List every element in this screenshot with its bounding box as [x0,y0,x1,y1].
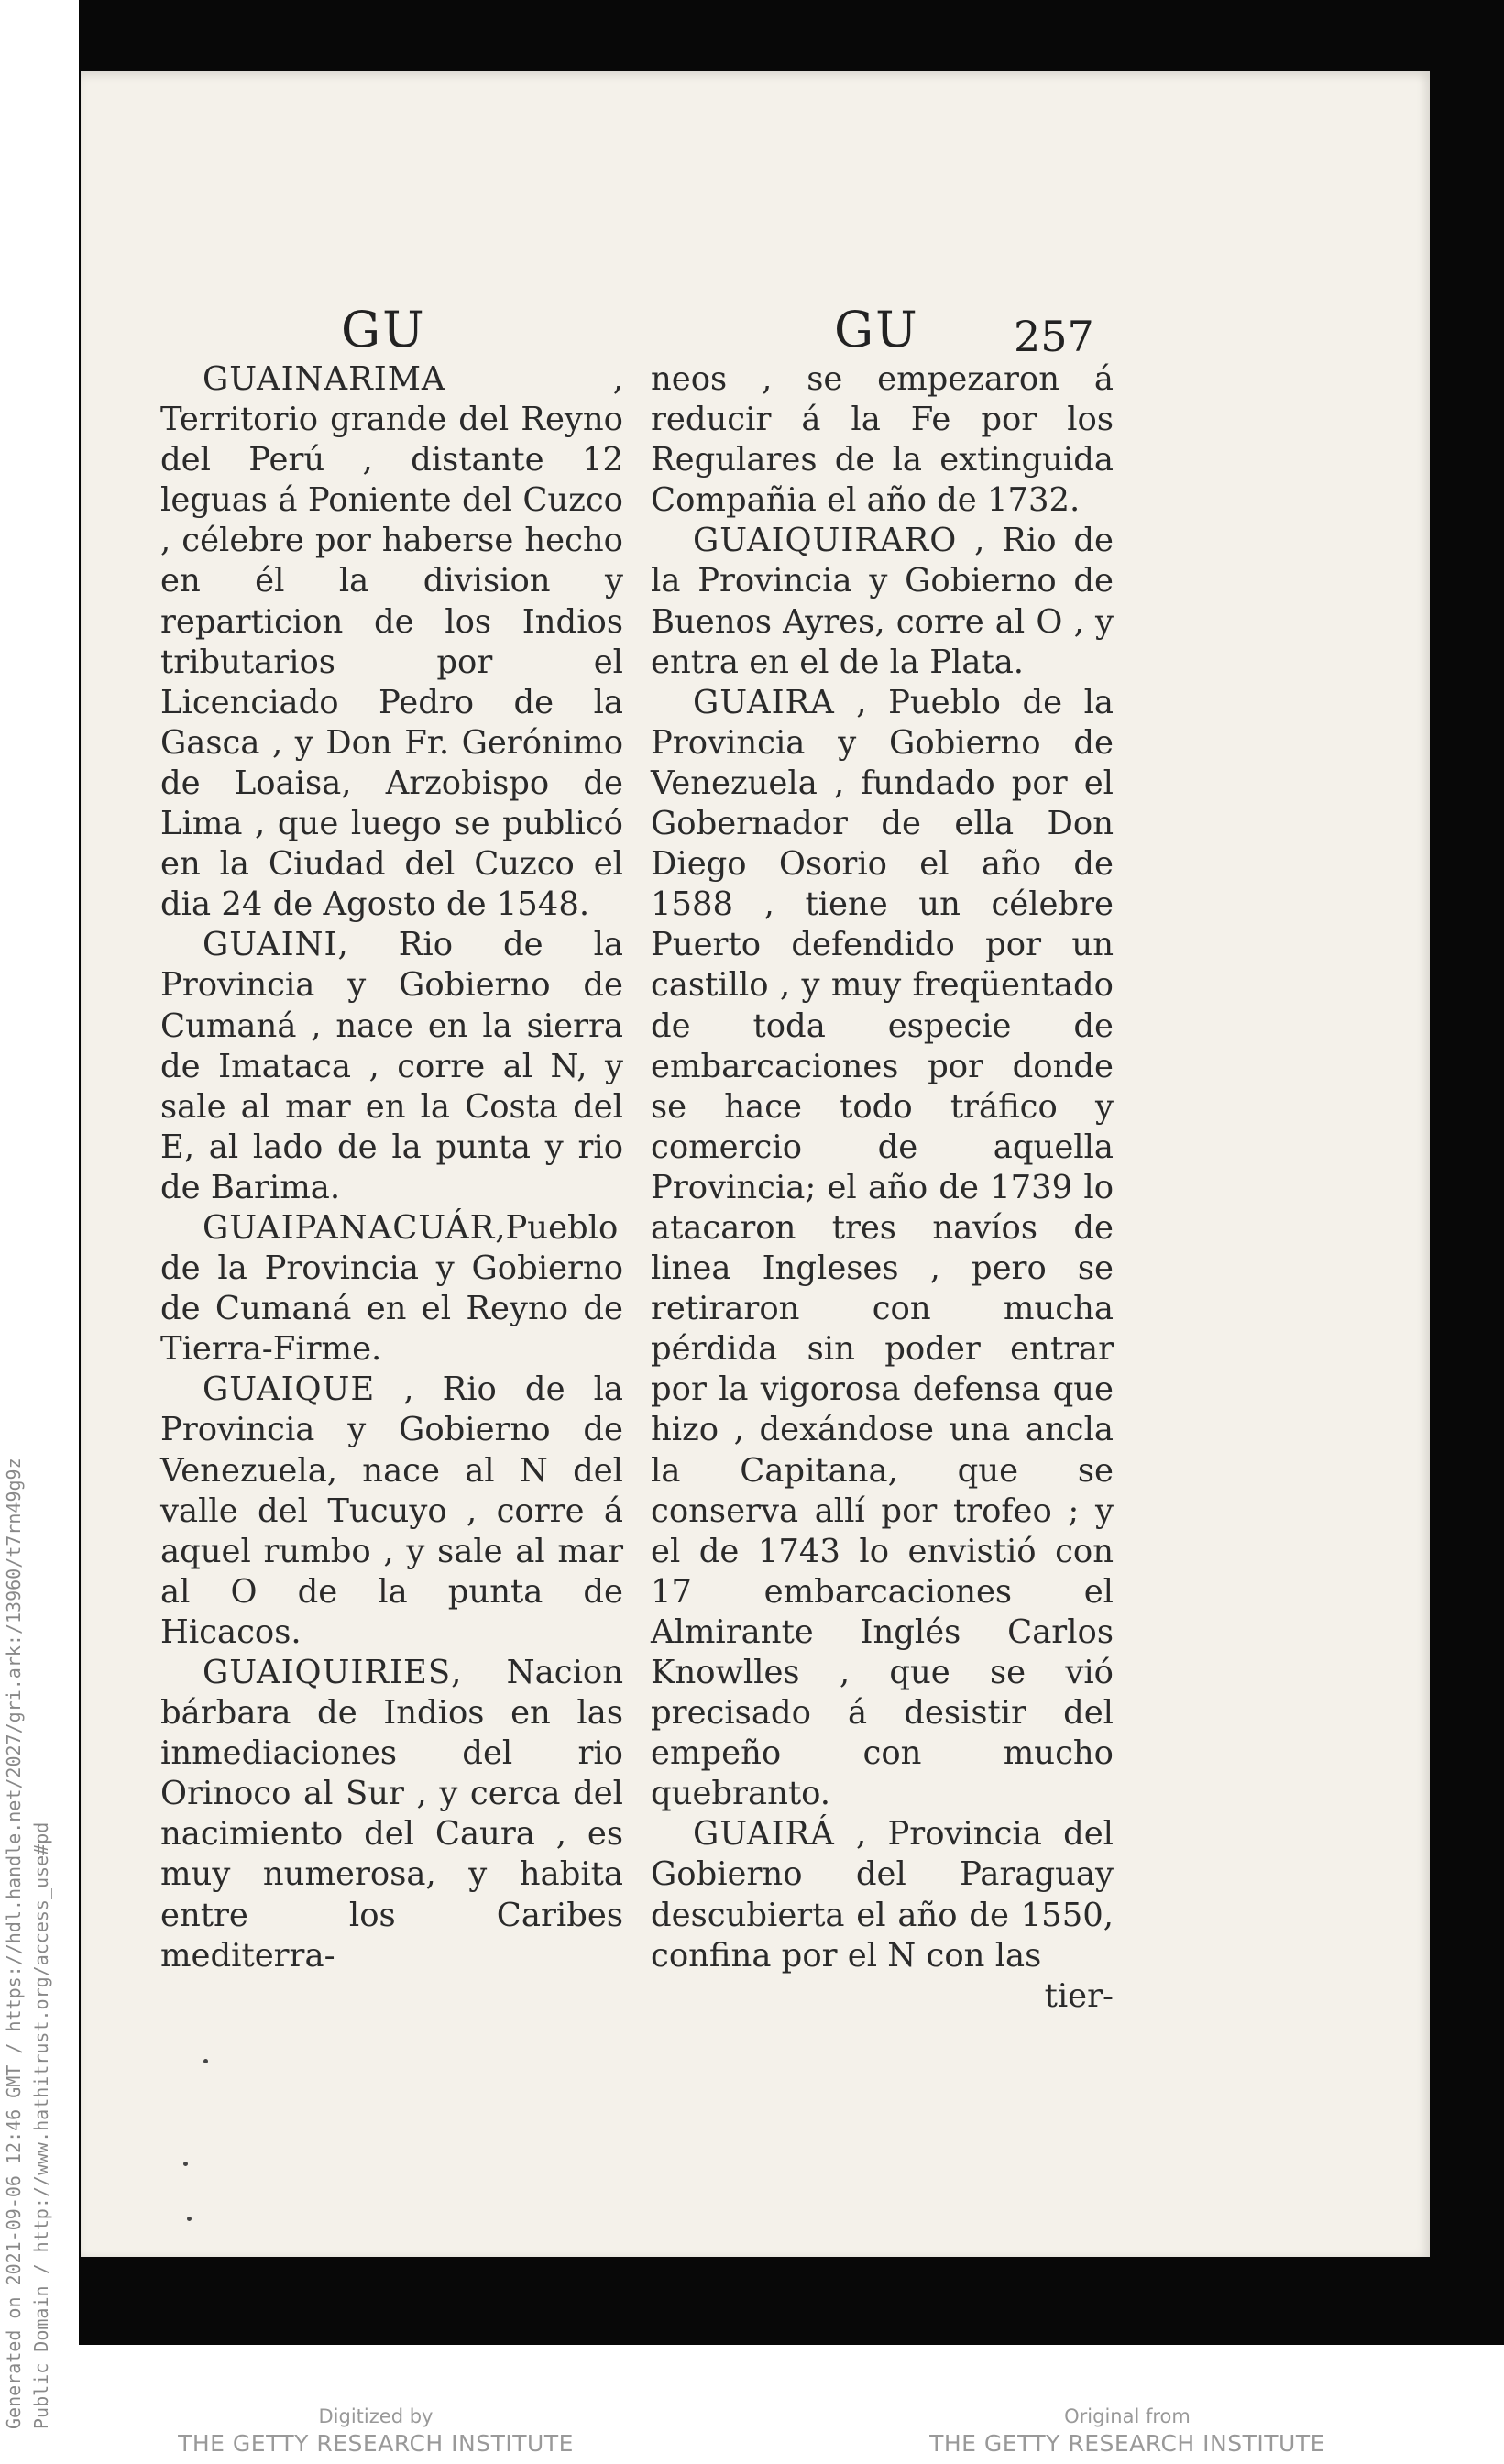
entry-text: , Pueblo de la Provincia y Gobierno de Venezuela , fundado por el Gobernador de ella Don Diego Osorio el año de 1588 , tiene un célebre Puerto defendido por un castillo , y muy freqüentado de toda especie de embarcaciones por donde se hace todo tráfico y comercio de aquella Provincia; el año de 1739 lo atacaron tres navíos de linea Ingleses , pero se retiraron con mucha pérdida sin poder entrar por la vigorosa defensa que hizo , dexándose una ancla la Capitana, que se conserva allí por trofeo ; y el de 1743 lo envistió con 17 embarcaciones el Almirante Inglés Carlos Knowlles , que se vió precisado á desistir del empeño con mucho quebranto. [651,683,1114,1813]
book-page [81,72,1430,2257]
entry-text: ,Pueblo de la Provincia y Gobierno de Cumaná en el Reyno de Tierra-Firme. [160,1208,623,1369]
entry-headword: GUAIRA [693,683,835,721]
footer-original [926,2404,1329,2458]
footer-digitized-institution: THE GETTY RESEARCH INSTITUTE [178,2430,574,2457]
entry-guaini [160,925,623,1208]
footer-original-institution: THE GETTY RESEARCH INSTITUTE [929,2430,1325,2457]
entry-guainarima [160,359,623,925]
footer-original-label: Original from [1064,2405,1191,2427]
entry-text: , Provincia del Gobierno del Paraguay descubierta el año de 1550, confina por el N con las [651,1815,1114,1974]
catchword: tier- [1044,1976,1114,2015]
entry-headword: GUAIQUIRIES [203,1654,452,1691]
entry-text: , Rio de la Provincia y Gobierno de Buenos Ayres, corre al O , y entra en el de la Plata. [651,522,1114,681]
entry-headword: GUAINARIMA [203,360,446,398]
stamp-line-generated: Generated on 2021-09-06 12:46 GMT / https://hdl.handle.net/2027/gri.ark:/13960/t7rn49g9z [3,1458,25,2429]
entry-headword: GUAIPANACUÁR [203,1208,496,1247]
entry-headword: GUAINI [203,926,338,964]
entry-text: , Rio de la Provincia y Gobierno de Venezuela, nace al N del valle del Tucuyo , corre á aquel rumbo , y sale al mar al O de la punta de Hicacos. [160,1370,623,1651]
running-head-right: GU [834,301,919,358]
ink-speck [183,2162,188,2166]
ink-speck [203,2059,208,2063]
entry-text: , Territorio grande del Reyno del Perú , distante 12 leguas á Poniente del Cuzco , célebre por haberse hecho en él la division y reparticion de los Indios tributarios por el Licenciado Pedro de la Gasca , y Don Fr. Gerónimo de Loaisa, Arzobispo de Lima , que luego se publicó en la Ciudad del Cuzco el dia 24 de Agosto de 1548. [160,360,623,924]
ink-speck [187,2216,192,2221]
entry-guaira-provincia [651,1814,1114,1975]
entry-text: , Rio de la Provincia y Gobierno de Cumaná , nace en la sierra de Imataca , corre al N, y sale al mar en la Costa del E, al lado de la punta y rio de Barima. [160,926,623,1206]
entry-guaira [651,683,1114,1815]
stamp-line-license: Public Domain / http://www.hathitrust.org/access_use#pd [30,1821,52,2429]
footer-digitized-label: Digitized by [318,2405,434,2427]
entry-headword: GUAIRÁ [693,1815,835,1854]
entry-text: , Nacion bárbara de Indios en las inmediaciones del rio Orinoco al Sur , y cerca del nacimiento del Caura , es muy numerosa, y habita entre los Caribes mediterra- [160,1654,623,1974]
entry-guaiquiries [160,1653,623,1976]
entry-guaipanacuar [160,1208,623,1370]
entry-continuation: neos , se empezaron á reducir á la Fe por los Regulares de la extinguida Compañia el año de 1732. [651,360,1114,520]
entry-headword: GUAIQUE [203,1370,376,1409]
running-head-left: GU [341,301,426,358]
left-column [160,359,623,1976]
right-column [651,359,1114,2017]
entry-headword: GUAIQUIRARO [693,522,958,560]
footer-digitized [174,2404,577,2458]
entry-guaique [160,1370,623,1653]
page-number: 257 [1014,312,1094,361]
hathitrust-stamp [0,1146,55,2429]
entry-guaiquiraro [651,521,1114,682]
